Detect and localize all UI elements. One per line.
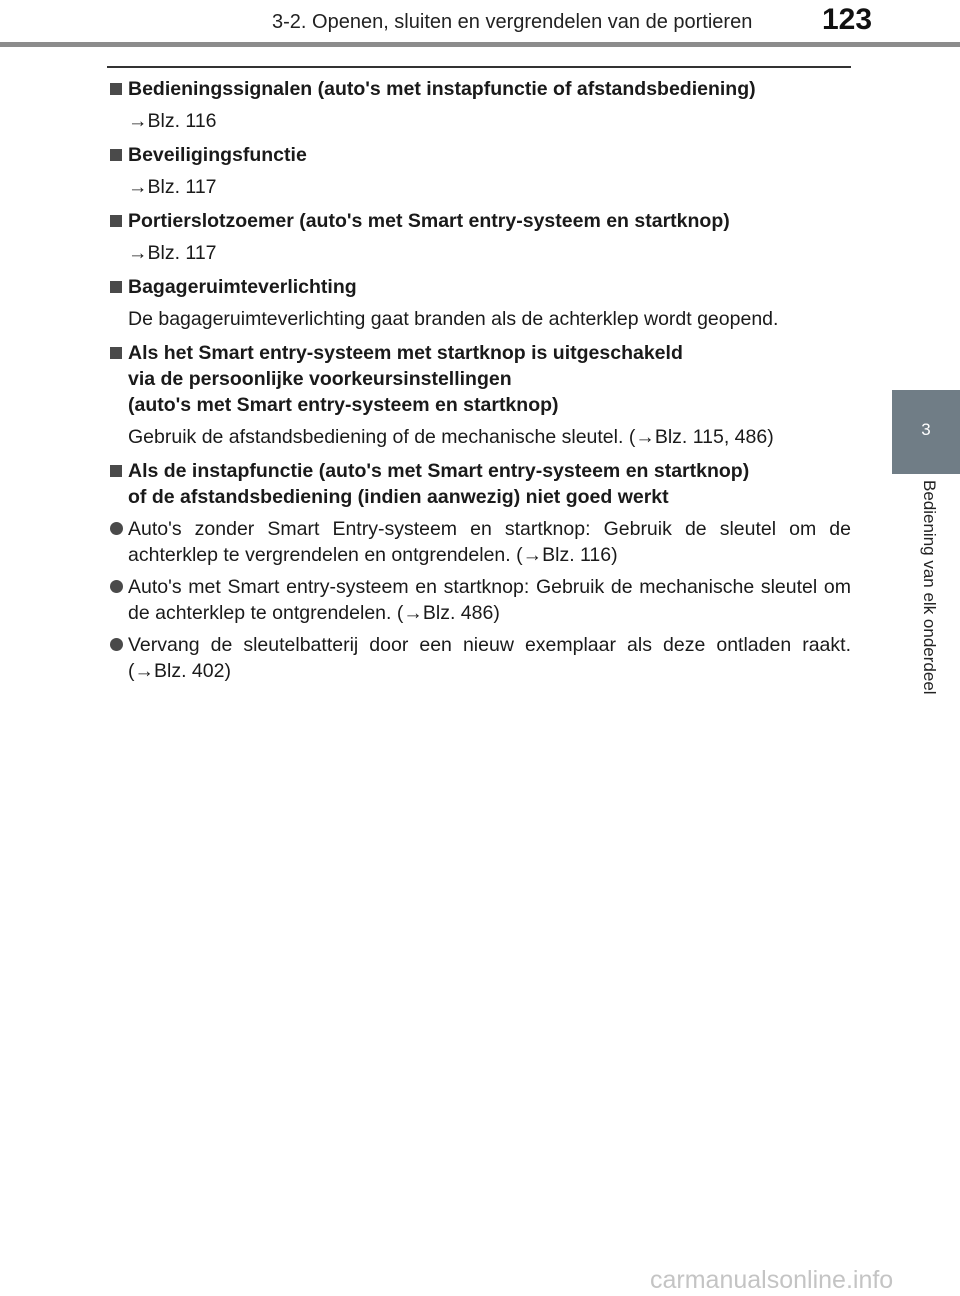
bullet-text: Auto's met Smart entry-systeem en startknop: Gebruik de mechanische sleutel om de achterklep te ontgrendelen. ( — [128, 576, 851, 624]
section-malfunction — [108, 458, 851, 684]
content-top-rule — [107, 66, 851, 68]
page-reference — [108, 174, 851, 200]
chapter-side-label: Bediening van elk onderdeel — [920, 480, 939, 695]
arrow-icon: → — [522, 544, 543, 566]
square-bullet-icon — [110, 215, 122, 227]
arrow-icon: → — [128, 176, 148, 198]
page-reference-link[interactable]: Blz. 117 — [147, 242, 217, 264]
round-bullet-icon — [110, 580, 123, 593]
heading-line: via de persoonlijke voorkeursinstellingen — [128, 368, 512, 390]
heading-line: (auto's met Smart entry-systeem en startknop) — [128, 394, 559, 416]
section-body — [108, 424, 851, 450]
section-heading — [108, 340, 851, 418]
heading-line: Bedieningssignalen (auto's met instapfunctie of afstandsbediening) — [128, 78, 756, 100]
section-luggage-light — [108, 274, 851, 332]
header-rule — [0, 42, 960, 47]
square-bullet-icon — [110, 465, 122, 477]
heading-line: Bagageruimteverlichting — [128, 276, 357, 298]
page-reference-link[interactable]: Blz. 486) — [422, 602, 500, 624]
page-number: 123 — [822, 3, 873, 36]
page-header-title: 3-2. Openen, sluiten en vergrendelen van de portieren — [272, 11, 753, 33]
section-body: De bagageruimteverlichting gaat branden als de achterklep wordt geopend. — [128, 308, 779, 330]
page-content — [108, 76, 851, 692]
chapter-tab — [892, 390, 960, 474]
square-bullet-icon — [110, 281, 122, 293]
section-door-lock-buzzer — [108, 208, 851, 266]
arrow-icon: → — [128, 242, 148, 264]
section-heading — [108, 142, 851, 168]
arrow-icon: → — [635, 426, 655, 448]
page-reference — [108, 240, 851, 266]
heading-line: Als het Smart entry-systeem met startknop is uitgeschakeld — [128, 342, 683, 364]
section-smart-entry-disabled — [108, 340, 851, 450]
heading-line: Beveiligingsfunctie — [128, 144, 307, 166]
section-heading — [108, 458, 851, 510]
bullet-text: Vervang de sleutelbatterij door een nieuw exemplaar als deze ontladen raakt. ( — [128, 634, 851, 682]
heading-line: Portierslotzoemer (auto's met Smart entry-systeem en startknop) — [128, 210, 730, 232]
section-operation-signals — [108, 76, 851, 134]
list-item — [108, 516, 851, 568]
page-reference-link[interactable]: Blz. 117 — [147, 176, 217, 198]
round-bullet-icon — [110, 522, 123, 535]
section-heading — [108, 274, 851, 300]
heading-line: of de afstandsbediening (indien aanwezig) niet goed werkt — [128, 486, 669, 508]
arrow-icon: → — [403, 602, 423, 624]
list-item — [108, 632, 851, 684]
section-heading — [108, 76, 851, 102]
square-bullet-icon — [110, 149, 122, 161]
page-reference-link[interactable]: Blz. 116 — [147, 110, 217, 132]
bullet-text: Auto's zonder Smart Entry-systeem en startknop: Gebruik de sleutel om de achterklep te vergrendelen en ontgrendelen. ( — [128, 518, 851, 566]
section-heading — [108, 208, 851, 234]
watermark-text: carmanualsonline.info — [650, 1266, 894, 1294]
section-security-function — [108, 142, 851, 200]
page-reference-link[interactable]: Blz. 115, 486) — [654, 426, 774, 448]
page-reference-link[interactable]: Blz. 116) — [542, 544, 618, 566]
square-bullet-icon — [110, 83, 122, 95]
square-bullet-icon — [110, 347, 122, 359]
page-reference — [108, 108, 851, 134]
arrow-icon: → — [128, 110, 148, 132]
arrow-icon: → — [134, 660, 154, 682]
body-text: Gebruik de afstandsbediening of de mechanische sleutel. ( — [128, 426, 636, 448]
page-reference-link[interactable]: Blz. 402) — [154, 660, 231, 682]
chapter-number: 3 — [921, 420, 931, 439]
heading-line: Als de instapfunctie (auto's met Smart entry-systeem en startknop) — [128, 460, 750, 482]
list-item — [108, 574, 851, 626]
round-bullet-icon — [110, 638, 123, 651]
